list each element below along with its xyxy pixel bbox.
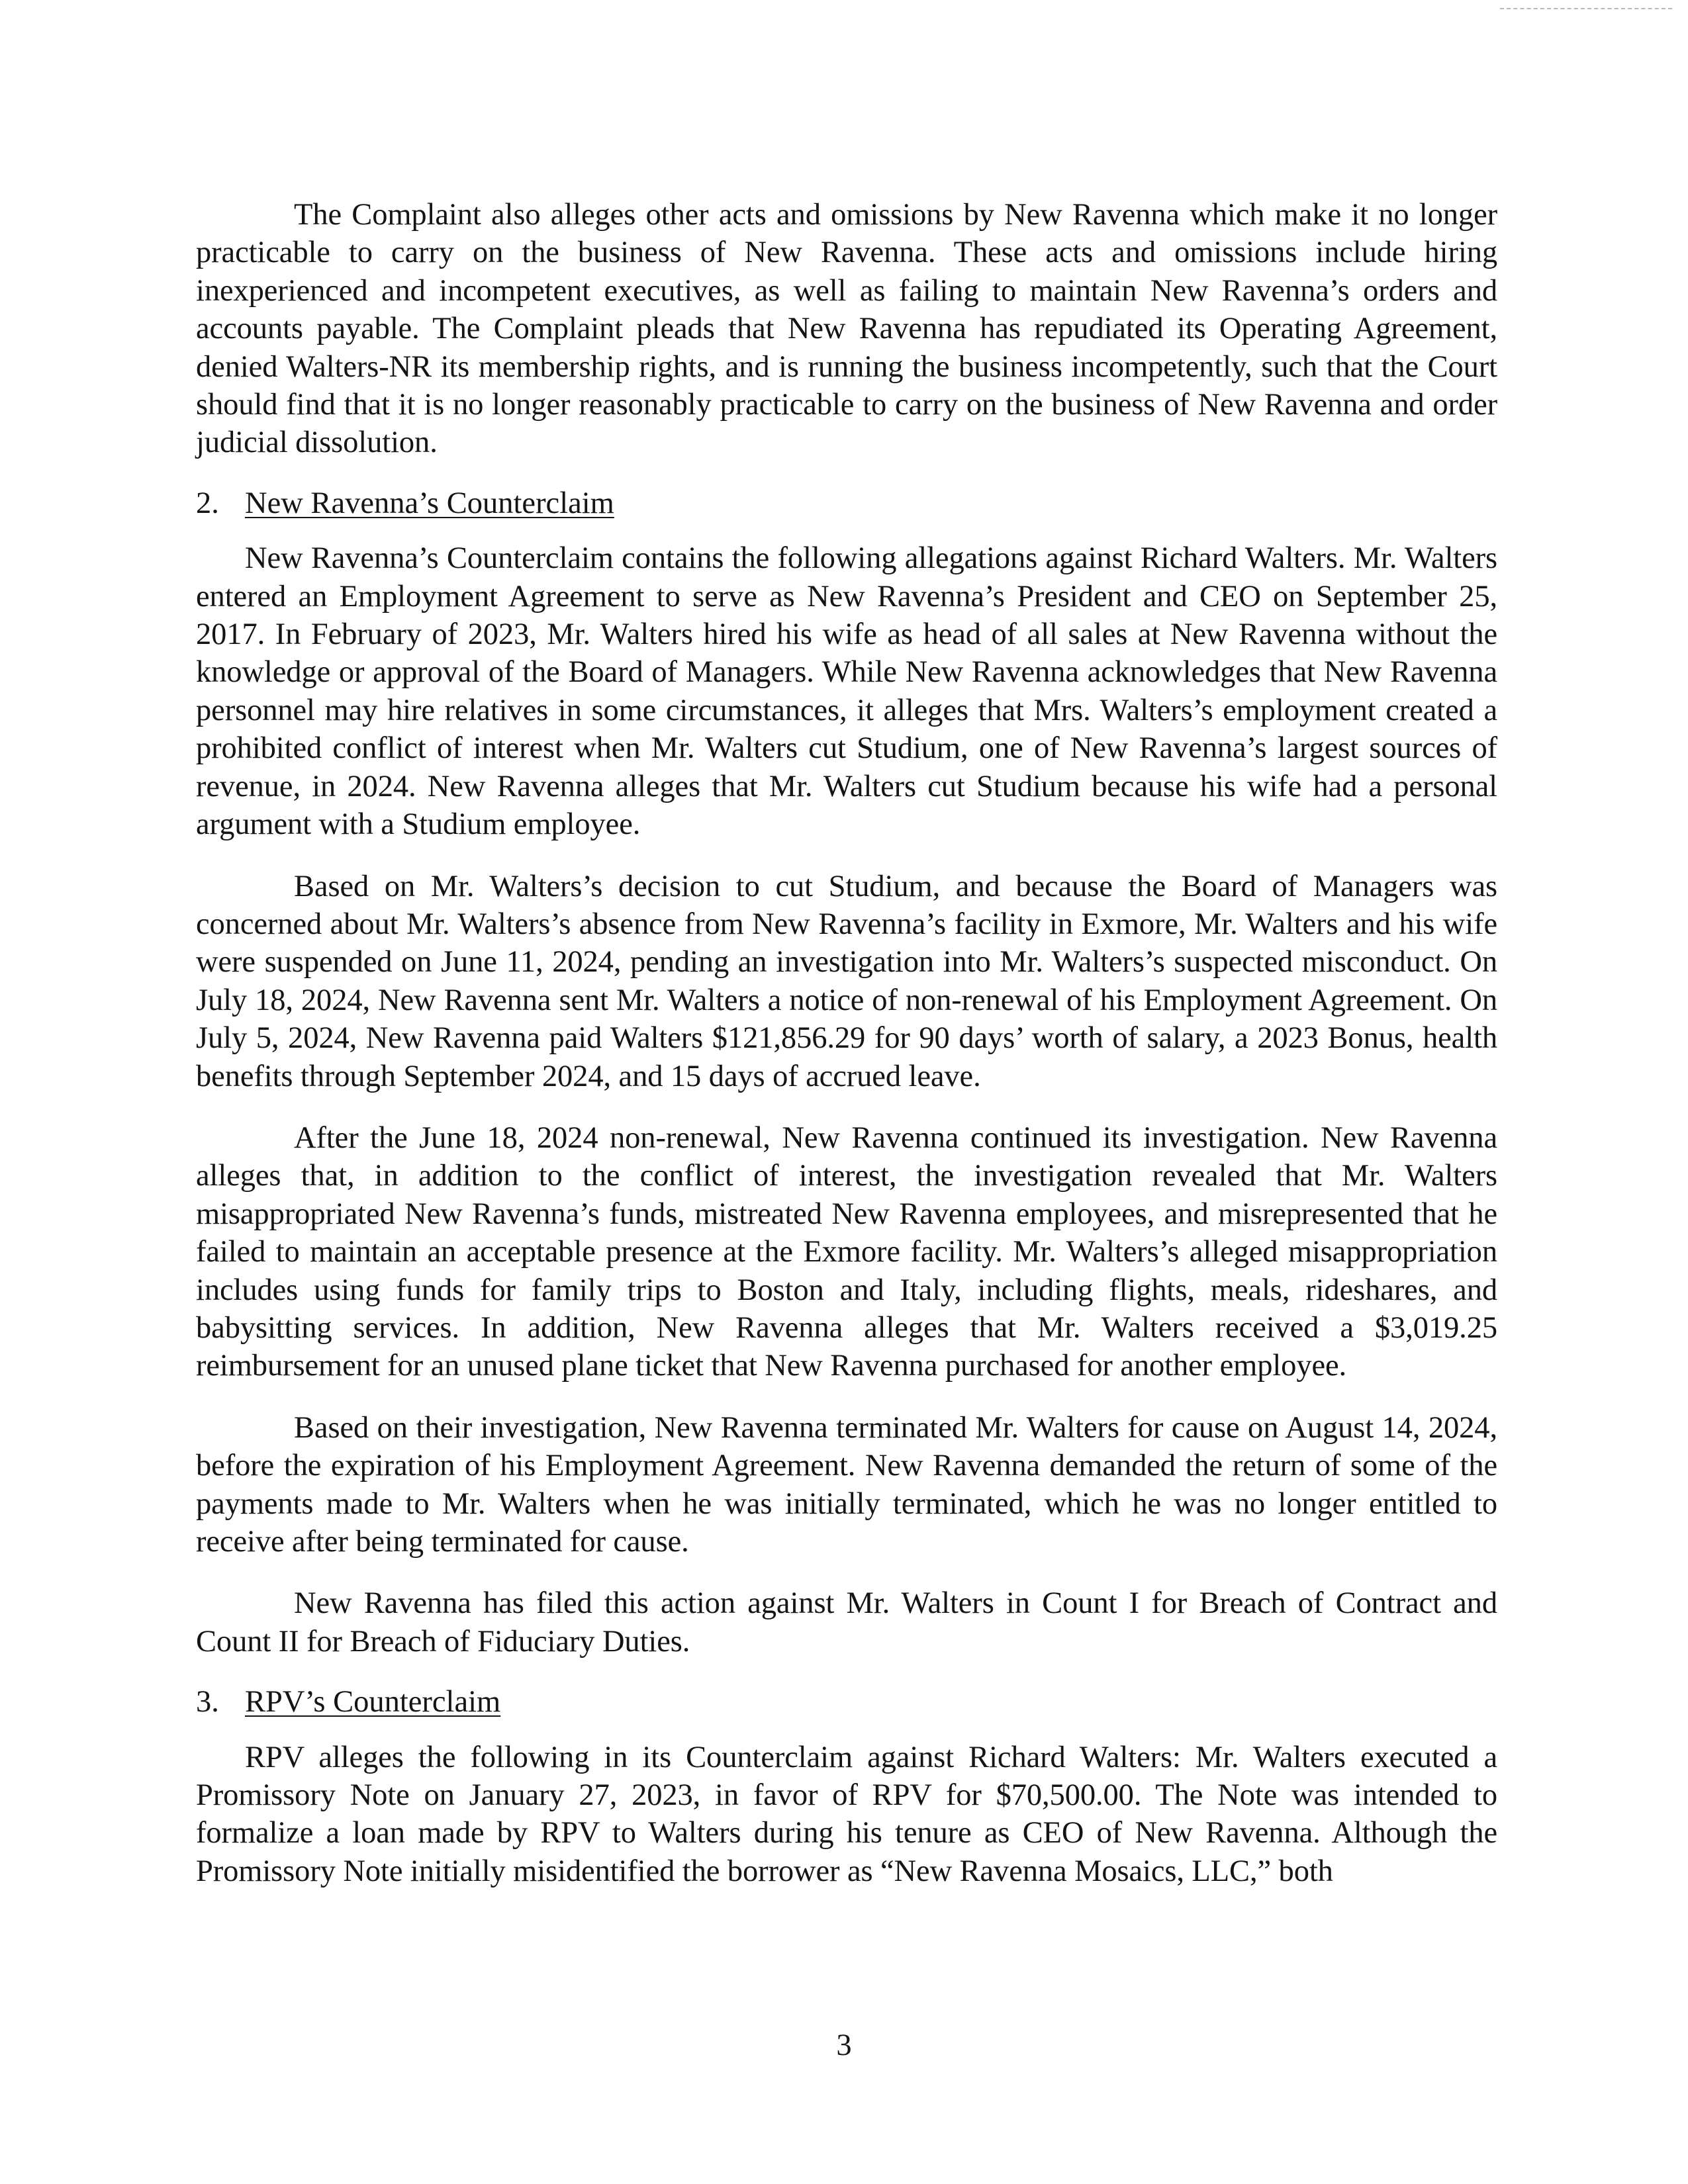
paragraph-investigation: After the June 18, 2024 non-renewal, New Ravenna continued its investigation. New Ravenna alleges that, in addition to the conflict of interest, the investigation revealed that Mr. Walters misappropriated New Ravenna’s funds, mistreated New Ravenna employees, and misrepresented that he failed to maintain an acceptable presence at the Exmore facility. Mr. Walters’s alleged misappropriation includes using funds for family trips to Boston and Italy, including flights, meals, rideshares, and babysitting services. In addition, New Ravenna alleges that Mr. Walters received a $3,019.25 reimbursement for an unused plane ticket that New Ravenna purchased for another employee.: [196, 1120, 1497, 1383]
paragraph-counts: New Ravenna has filed this action against Mr. Walters in Count I for Breach of Contract and Count II for Breach of Fiduciary Duties.: [196, 1586, 1497, 1659]
paragraph-rpv-allegations: RPV alleges the following in its Counterclaim against Richard Walters: Mr. Walters executed a Promissory Note on January 27, 2023, in favor of RPV for $70,500.00. The Note was intended to formalize a loan made by RPV to Walters during his tenure as CEO of New Ravenna. Although the Promissory Note initially misidentified the borrower as “New Ravenna Mosaics, LLC,” both: [196, 1740, 1497, 1888]
paragraph-termination: Based on their investigation, New Ravenna terminated Mr. Walters for cause on August 14, 2024, before the expiration of his Employment Agreement. New Ravenna demanded the return of some of the payments made to Mr. Walters when he was initially terminated, which he was no longer entitled to receive after being terminated for cause.: [196, 1410, 1497, 1559]
paragraph-counterclaim-allegations: New Ravenna’s Counterclaim contains the following allegations against Richard Walters. Mr. Walters entered an Employment Agreement to serve as New Ravenna’s President and CEO on September 25, 2017. In February of 2023, Mr. Walters hired his wife as head of all sales at New Ravenna without the knowledge or approval of the Board of Managers. While New Ravenna acknowledges that New Ravenna personnel may hire relatives in some circumstances, it alleges that Mrs. Walters’s employment created a prohibited conflict of interest when Mr. Walters cut Studium, one of New Ravenna’s largest sources of revenue, in 2024. New Ravenna alleges that Mr. Walters cut Studium because his wife had a personal argument with a Studium employee.: [196, 541, 1497, 842]
page-number: 3: [836, 2028, 852, 2062]
section-number: 3.: [196, 1685, 219, 1719]
document-body: [196, 196, 1497, 1890]
section-heading-rpv-counterclaim: [196, 1683, 1497, 1721]
section-title: New Ravenna’s Counterclaim: [245, 486, 614, 520]
scan-artifact-marks: [1500, 8, 1672, 12]
section-number: 2.: [196, 486, 219, 520]
section-heading-new-ravenna-counterclaim: [196, 484, 1497, 522]
section-title: RPV’s Counterclaim: [245, 1685, 501, 1719]
paragraph-complaint-allegations: The Complaint also alleges other acts and omissions by New Ravenna which make it no longer practicable to carry on the business of New Ravenna. These acts and omissions include hiring inexperienced and incompetent executives, as well as failing to maintain New Ravenna’s orders and accounts payable. The Complaint pleads that New Ravenna has repudiated its Operating Agreement, denied Walters-NR its membership rights, and is running the business incompetently, such that the Court should find that it is no longer reasonably practicable to carry on the business of New Ravenna and order judicial dissolution.: [196, 198, 1497, 460]
paragraph-suspension: Based on Mr. Walters’s decision to cut Studium, and because the Board of Managers was concerned about Mr. Walters’s absence from New Ravenna’s facility in Exmore, Mr. Walters and his wife were suspended on June 11, 2024, pending an investigation into Mr. Walters’s suspected misconduct. On July 18, 2024, New Ravenna sent Mr. Walters a notice of non-renewal of his Employment Agreement. On July 5, 2024, New Ravenna paid Walters $121,856.29 for 90 days’ worth of salary, a 2023 Bonus, health benefits through September 2024, and 15 days of accrued leave.: [196, 869, 1497, 1093]
